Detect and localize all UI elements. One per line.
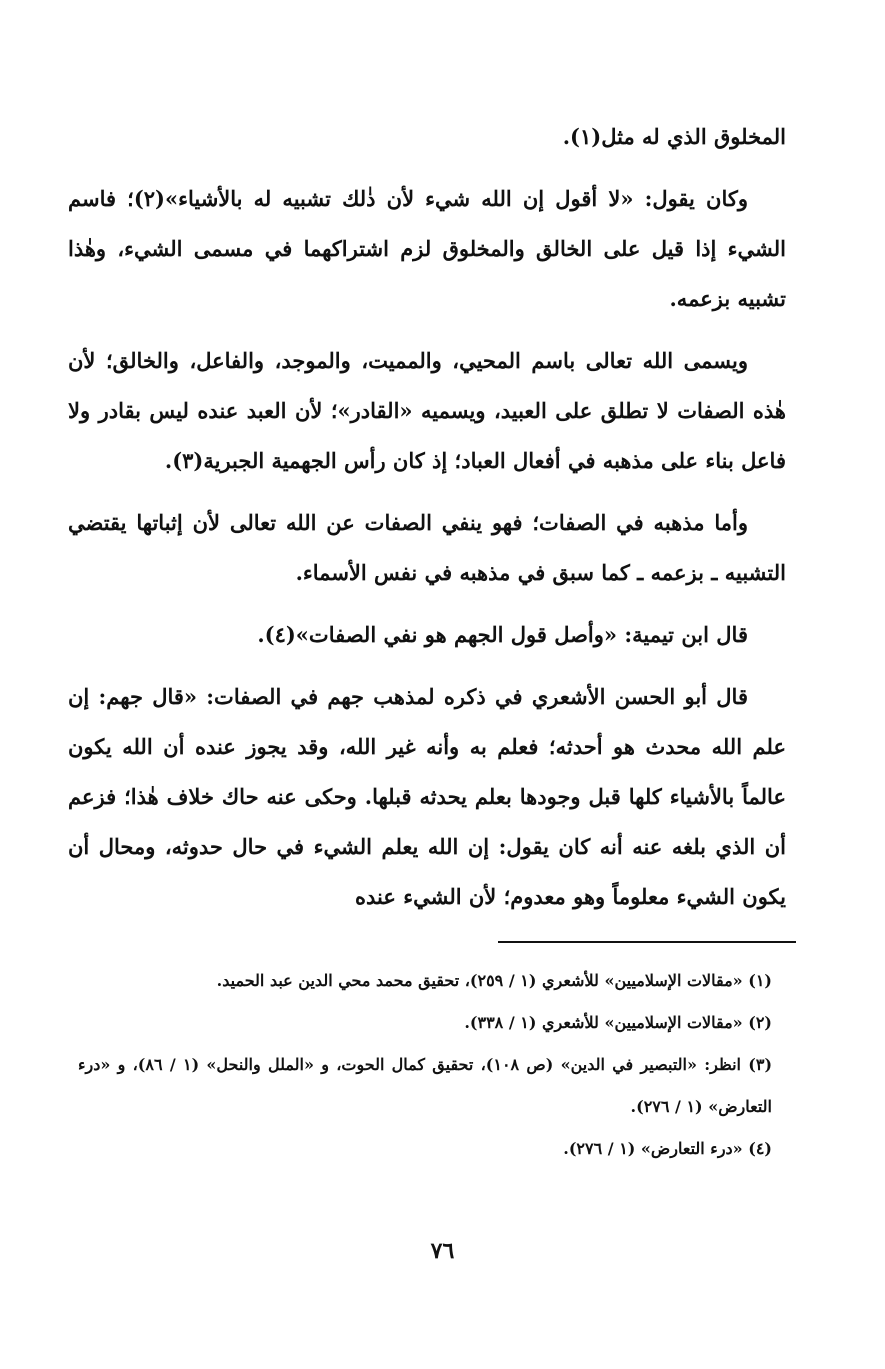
paragraph-jahm-saying: وكان يقول: «لا أقول إن الله شيء لأن ذٰلك تشبيه له بالأشياء»(٢)؛ فاسم الشيء إذا قيل على الخالق والمخلوق لزم اشتراكهما في مسمى الشيء، وهٰذا تشبيه بزعمه. [68, 186, 786, 311]
main-text [68, 112, 786, 934]
paragraph-divine-names: ويسمى الله تعالى باسم المحيي، والمميت، والموجد، والفاعل، والخالق؛ لأن هٰذه الصفات لا تطلق على العبيد، ويسميه «القادر»؛ لأن العبد عنده ليس بقادر ولا فاعل بناء على مذهبه في أفعال العباد؛ إذ كان رأس الجهمية الجبرية(٣). [68, 348, 787, 473]
footnote-2: (٢) «مقالات الإسلاميين» للأشعري (١ / ٣٣٨). [464, 1013, 772, 1032]
paragraph-attributes-doctrine: وأما مذهبه في الصفات؛ فهو ينفي الصفات عن الله تعالى لأن إثباتها يقتضي التشبيه ـ بزعمه ـ كما سبق في مذهبه في نفس الأسماء. [68, 510, 786, 585]
paragraph-ashari-quote: قال أبو الحسن الأشعري في ذكره لمذهب جهم في الصفات: «قال جهم: إن علم الله محدث هو أحدثه؛ فعلم به وأنه غير الله، وقد يجوز عنده أن الله يكون عالماً بالأشياء كلها قبل وجودها بعلم يحدثه قبلها. وحكى عنه حاك خلاف هٰذا؛ فزعم أن الذي بلغه عنه أنه كان يقول: إن الله يعلم الشيء في حال حدوثه، ومحال أن يكون الشيء معلوماً وهو معدوم؛ لأن الشيء عنده [68, 684, 786, 909]
footnotes [78, 960, 790, 1170]
footnote-divider [498, 941, 796, 943]
paragraph-ibn-taymiyya-quote: قال ابن تيمية: «وأصل قول الجهم هو نفي الصفات»(٤). [257, 622, 748, 647]
footnote-1: (١) «مقالات الإسلاميين» للأشعري (١ / ٢٥٩)، تحقيق محمد محي الدين عبد الحميد. [216, 971, 772, 990]
footnote-3: (٣) انظر: «التبصير في الدين» (ص ١٠٨)، تحقيق كمال الحوت، و «الملل والنحل» (١ / ٨٦)، و «درء التعارض» (١ / ٢٧٦). [78, 1055, 773, 1116]
footnote-4: (٤) «درء التعارض» (١ / ٢٧٦). [563, 1139, 772, 1158]
page-number: ٧٦ [430, 1238, 455, 1264]
paragraph-continuation: المخلوق الذي له مثل(١). [562, 124, 786, 149]
